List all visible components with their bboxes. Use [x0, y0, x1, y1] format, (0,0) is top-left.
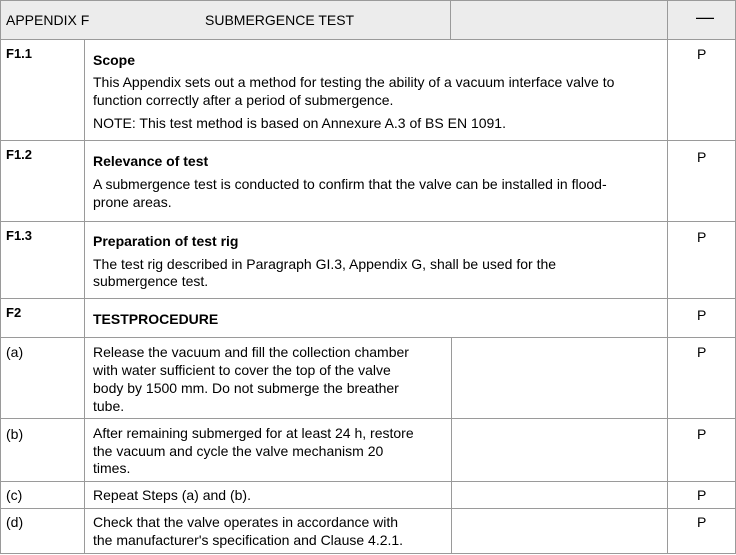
step-label: (c): [6, 487, 23, 503]
rule: [84, 39, 85, 554]
body-line: the manufacturer's specification and Clause 4.2.1.: [93, 532, 404, 548]
body-line: tube.: [93, 398, 125, 414]
section-heading: TESTPROCEDURE: [93, 311, 219, 327]
body-line: Repeat Steps (a) and (b).: [93, 487, 251, 503]
section-number: F1.1: [6, 46, 33, 61]
header-band: [0, 0, 736, 39]
result-mark: P: [697, 344, 707, 360]
body-line: function correctly after a period of submergence.: [93, 92, 394, 108]
rule: [450, 0, 451, 39]
page-title: SUBMERGENCE TEST: [205, 12, 355, 28]
note-line: NOTE: This test method is based on Annexure A.3 of BS EN 1091.: [93, 115, 506, 131]
body-line: times.: [93, 460, 131, 476]
body-line: the vacuum and cycle the valve mechanism 20: [93, 443, 384, 459]
body-line: with water sufficient to cover the top of the valve: [93, 362, 391, 378]
body-line: Check that the valve operates in accordance with: [93, 514, 399, 530]
section-heading: Preparation of test rig: [93, 233, 239, 249]
rule: [0, 39, 736, 40]
step-label: (d): [6, 514, 24, 530]
rule: [667, 0, 668, 554]
result-mark: P: [697, 46, 707, 62]
result-mark: P: [697, 149, 707, 165]
body-line: The test rig described in Paragraph GI.3, Appendix G, shall be used for the: [93, 256, 557, 272]
rule: [0, 553, 736, 554]
body-line: A submergence test is conducted to confirm that the valve can be installed in flood-: [93, 176, 607, 192]
rule: [0, 418, 736, 419]
body-line: After remaining submerged for at least 24 h, restore: [93, 425, 414, 441]
step-label: (a): [6, 344, 24, 360]
result-mark: P: [697, 307, 707, 323]
rule: [0, 140, 736, 141]
body-line: This Appendix sets out a method for testing the ability of a vacuum interface valve to: [93, 74, 615, 90]
result-mark: P: [697, 514, 707, 530]
rule: [0, 508, 736, 509]
step-label: (b): [6, 426, 24, 442]
rule: [0, 298, 736, 299]
rule: [0, 221, 736, 222]
rule: [0, 481, 736, 482]
rule: [0, 0, 736, 1]
body-line: submergence test.: [93, 273, 209, 289]
body-line: Release the vacuum and fill the collection chamber: [93, 344, 409, 360]
section-number: F1.3: [6, 228, 33, 243]
result-mark: P: [697, 487, 707, 503]
section-heading: Scope: [93, 52, 136, 68]
header-dash: —: [696, 7, 714, 27]
result-mark: P: [697, 426, 707, 442]
section-heading: Relevance of test: [93, 153, 209, 169]
result-mark: P: [697, 229, 707, 245]
section-number: F1.2: [6, 147, 33, 162]
rule: [451, 337, 452, 554]
rule: [0, 0, 1, 554]
appendix-label: APPENDIX F: [6, 12, 90, 28]
body-line: body by 1500 mm. Do not submerge the breather: [93, 380, 399, 396]
rule: [0, 337, 736, 338]
section-number: F2: [6, 305, 22, 320]
body-line: prone areas.: [93, 194, 172, 210]
